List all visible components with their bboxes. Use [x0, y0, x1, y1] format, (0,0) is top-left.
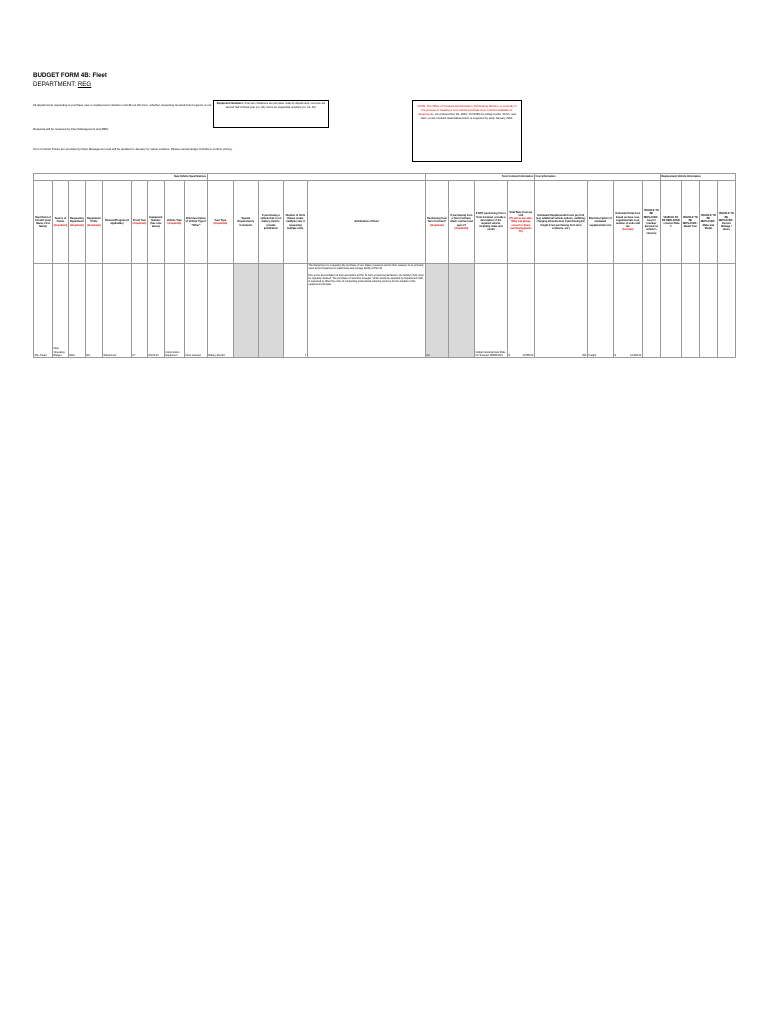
- header-supplemental-description: Brief description of estimated supplemental cost: [587, 181, 613, 264]
- cell-supplemental-costs[interactable]: 250: [534, 264, 587, 358]
- header-vehicle-description: If NOT purchasing from a Term Contract, provide a description of the required vehicle, including make and model: [474, 181, 507, 264]
- department-value: REG: [77, 81, 92, 88]
- equipment-numbers-text: First two characters are two letter code for department, next two are second half of fiscal year (i.e. 20), last is an sequential numbers (i.e. 01, 02).: [225, 102, 326, 109]
- section-cost: Cost Information: [534, 174, 660, 181]
- section-header-row: [34, 174, 736, 181]
- header-brief-description: Brief description of Vehicle Type if "Other": [184, 181, 207, 264]
- department-label: DEPARTMENT:: [33, 81, 78, 88]
- table-row: [34, 264, 736, 358]
- header-make-model: VEHICLE TO BE REPLACED - Make and Model: [699, 181, 717, 264]
- contract-note-red: NOTE: The Office of Contract Administration, Purchasing Division, is currently in the process of creating a new vehicle purchase term contract available for departments.: [417, 104, 517, 117]
- cell-make-model[interactable]: [699, 264, 717, 358]
- cell-which-contract[interactable]: [448, 264, 474, 358]
- instruction-note-2: Requests will be reviewed by Fleet Management and MBO.: [33, 127, 109, 131]
- cell-supplemental-description[interactable]: Freight: [587, 264, 613, 358]
- header-contact: Dept Point of Contact (Last Name, First Name): [34, 181, 53, 264]
- header-nonev-justification: If purchasing a vehicle that is not battery electric, provide justification: [258, 181, 283, 264]
- cell-department-prefix[interactable]: RG: [85, 264, 102, 358]
- cell-equipment-number[interactable]: RG22.02: [147, 264, 164, 358]
- header-vehicle-type: Vehicle Type (dropdown): [164, 181, 184, 264]
- header-base-cost: Total Base Cost per Unit (TC prices are auto-filled, but please correct to direct purchasing/quote TC): [507, 181, 534, 264]
- cell-division[interactable]: Warehouse: [102, 264, 131, 358]
- header-fuel-type: Fuel Type (dropdown): [207, 181, 233, 264]
- cell-mileage[interactable]: [717, 264, 735, 358]
- contract-note-black: As of December 29, 2020, TC72365 for pickup trucks, SUVs, and vans, a new contract award/&execution is expected by early January 2021.: [420, 112, 516, 121]
- section-new-vehicle: New Vehicle Specifications: [34, 174, 208, 181]
- cell-model-year[interactable]: [681, 264, 699, 358]
- cell-total-cost[interactable]: [613, 264, 642, 358]
- header-term-contract: Purchasing from Term Contract? (dropdown): [425, 181, 448, 264]
- cell-requesting-department[interactable]: REG: [68, 264, 85, 358]
- total-cost-currency: $: [614, 353, 616, 357]
- header-special-requirements: Special Requirements Comments: [233, 181, 258, 264]
- header-supplemental-costs: Estimated Supplemental Costs per Unit (e.g. additional vehicle options, outfitting, charging infrastructure if purchasing EV, freight if not purchasing from term contracts, etc.): [534, 181, 587, 264]
- instruction-note-1: All departments requesting to purchase new or replacement vehicles must fill out this form, whether requesting General Fund support or not.: [33, 103, 213, 107]
- header-fiscal-year: Fiscal Year (dropdown): [131, 181, 147, 264]
- cell-brief-description[interactable]: Floor sweeper: [184, 264, 207, 358]
- cell-source-of-funds[interactable]: Dept Operating Budget: [53, 264, 69, 358]
- cell-license-plate[interactable]: [660, 264, 681, 358]
- base-cost-value: 11,586.00: [522, 353, 534, 357]
- cell-nonev-justification[interactable]: [258, 264, 283, 358]
- fleet-request-table: [33, 173, 736, 358]
- header-source-of-funds: Source of Funds (dropdown): [53, 181, 69, 264]
- header-justification-of-need: Justification of Need: [307, 181, 425, 264]
- header-equipment-number: Equipment Number (See note above): [147, 181, 164, 264]
- cell-special-requirements[interactable]: [233, 264, 258, 358]
- header-model-year: VEHICLE TO BE REPLACED - Model Year: [681, 181, 699, 264]
- header-department-prefix: Department Prefix (dropdown): [85, 181, 102, 264]
- cell-asset-number[interactable]: [642, 264, 660, 358]
- justification-paragraph-1: The Department is requesting the purchase of one battery-powered electric floor sweeper to be primarily used at the Department's warehouse and storage facility at Pier 91.: [308, 264, 424, 271]
- cell-term-contract[interactable]: No: [425, 264, 448, 358]
- equipment-numbers-box: [213, 100, 329, 128]
- cell-number-of-units[interactable]: 1: [283, 264, 307, 358]
- column-header-row: [34, 181, 736, 264]
- total-cost-value: 12,848.24: [630, 353, 642, 357]
- instruction-note-3: Term Contract Prices are provided by Fleet Management and will be updated in January for select vehicles. Please contact Eziga Yoshida to confirm pricing.: [33, 147, 233, 151]
- cell-fuel-type[interactable]: Battery Electric: [207, 264, 233, 358]
- header-license-plate: VEHICLE TO BE REPLACED - License Plate #: [660, 181, 681, 264]
- header-total-cost: Estimated Total Cost based on base cost, supplementals cost, number of units and tax (formula): [613, 181, 642, 264]
- cell-fiscal-year[interactable]: FY: [131, 264, 147, 358]
- header-mileage: VEHICLE TO BE REPLACED - Current Mileage / Hours: [717, 181, 735, 264]
- contract-note-box: [412, 100, 522, 162]
- cell-base-cost[interactable]: [507, 264, 534, 358]
- header-number-of-units: Number of Units Please create multiple rows if requesting multiple units.: [283, 181, 307, 264]
- form-title: BUDGET FORM 4B: Fleet: [33, 72, 107, 79]
- base-cost-currency: $: [508, 353, 510, 357]
- header-asset-number: VEHICLE TO BE REPLACED - Asset # (number denoted on vehicle's chassis): [642, 181, 660, 264]
- cell-vehicle-description[interactable]: Global Industrial Auto Ride-On Sweeper #R8461327: [474, 264, 507, 358]
- cell-vehicle-type[interactable]: Construction Equipment: [164, 264, 184, 358]
- equipment-numbers-label: Equipment Numbers:: [216, 102, 244, 105]
- justification-paragraph-2: Due to the accumulation of dust and debris at Pier 31 from environmental factors, the facility's floor must be regularly cleaned. The purchase of new floor sweeper, which would be operated by Department staff, is expected to offset the costs of contracting professional cleaning services for the duration of the equipment's lifespan.: [308, 273, 424, 287]
- header-requesting-department: Requesting Department (dropdown): [68, 181, 85, 264]
- cell-contact[interactable]: Zhu, Pieter: [34, 264, 53, 358]
- header-which-contract: If purchasing from a Term Contract, which contract and spec #? (dropdown): [448, 181, 474, 264]
- section-term-contract: Term Contract Information: [425, 174, 534, 181]
- department-line: [33, 81, 91, 88]
- section-replacement: Replacement Vehicle Information: [660, 174, 735, 181]
- cell-justification-of-need[interactable]: [307, 264, 425, 358]
- header-division: Division/Program (if applicable): [102, 181, 131, 264]
